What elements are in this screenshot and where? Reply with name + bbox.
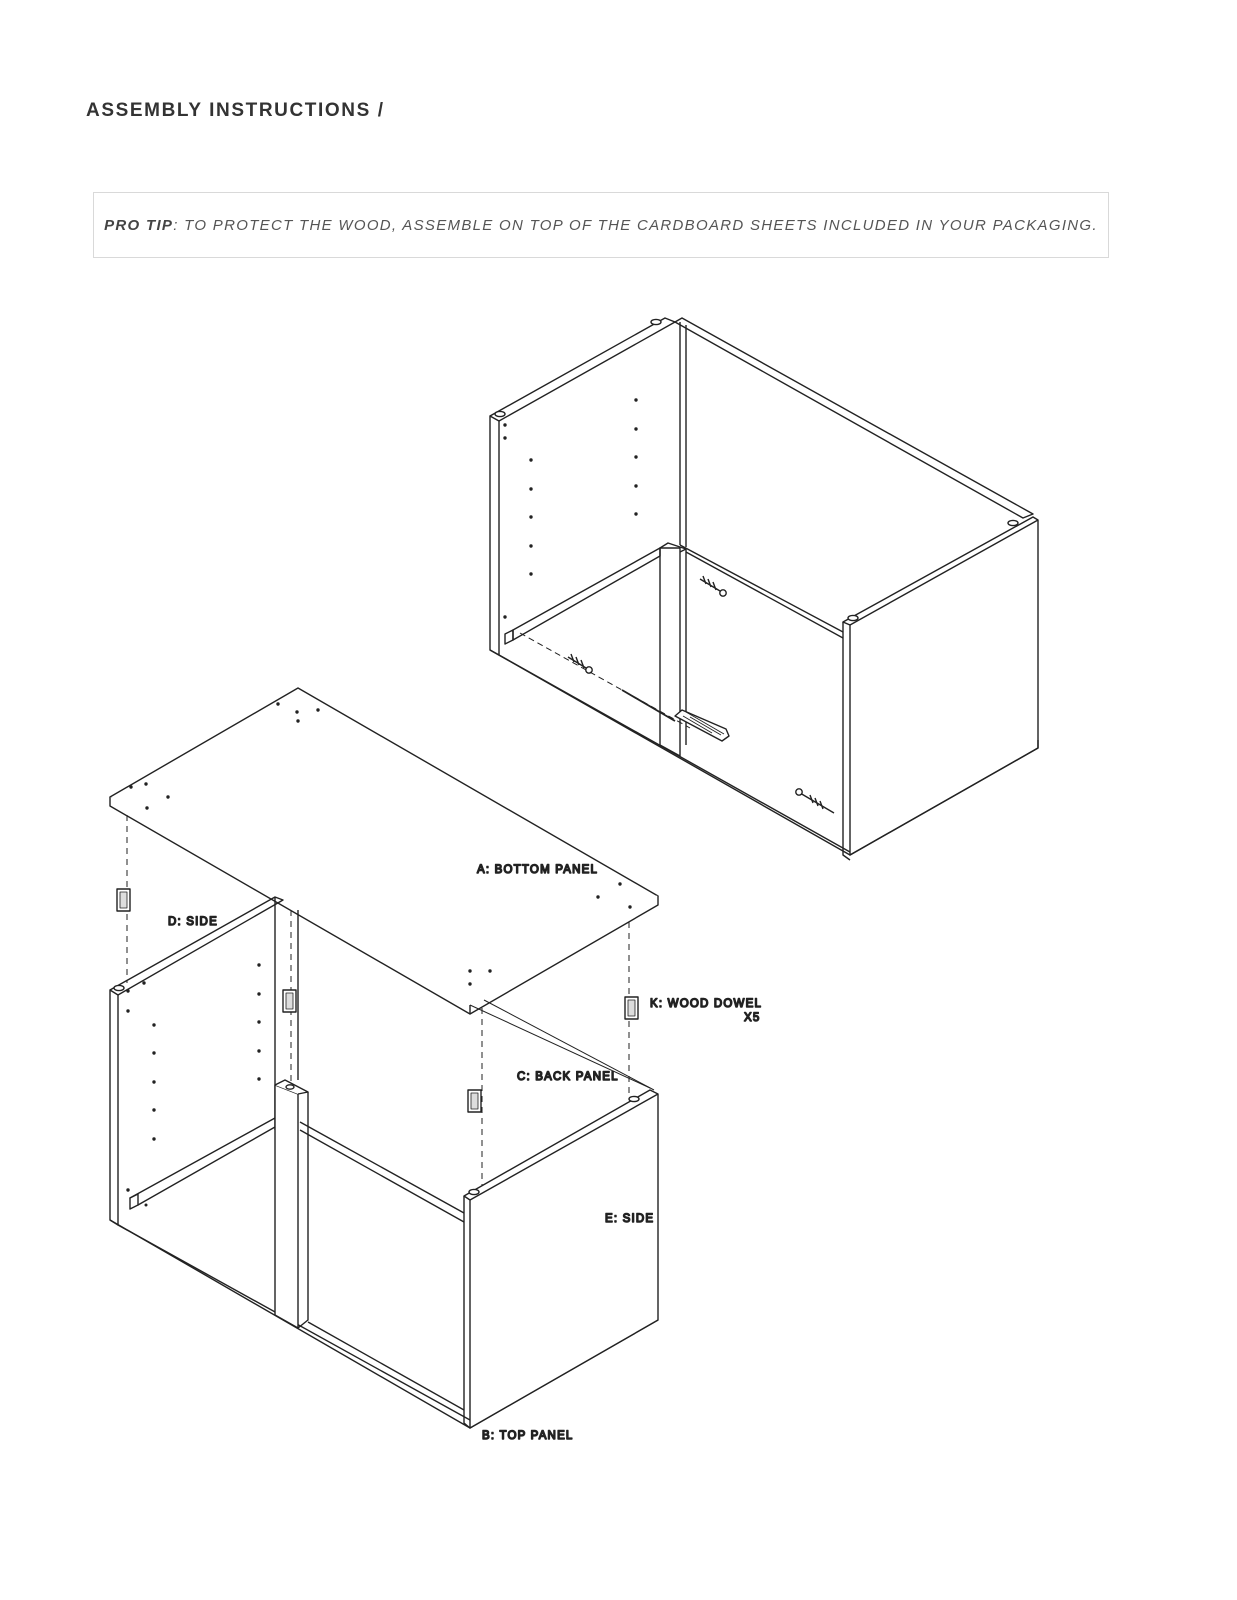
label-side-e: E: SIDE <box>605 1213 655 1225</box>
label-wood-dowel-qty: X5 <box>744 1012 761 1024</box>
wood-dowel-icon <box>468 1090 481 1112</box>
label-wood-dowel: K: WOOD DOWEL <box>650 998 763 1010</box>
screw-icon <box>568 654 592 673</box>
assembled-cabinet-illustration <box>490 318 1038 860</box>
wood-dowel-icon <box>625 997 638 1019</box>
pro-tip-label: PRO TIP <box>104 216 174 234</box>
pro-tip-text: : TO PROTECT THE WOOD, ASSEMBLE ON TOP OF THE CARDBOARD SHEETS INCLUDED IN YOUR PACKAGING. <box>173 216 1098 234</box>
label-top-panel: B: TOP PANEL <box>482 1430 574 1442</box>
wood-dowel-icon <box>117 889 130 911</box>
page-title: ASSEMBLY INSTRUCTIONS / <box>86 100 385 121</box>
screw-icon <box>796 789 834 813</box>
exploded-cabinet-illustration <box>110 688 658 1428</box>
wood-dowel-icon <box>283 990 296 1012</box>
label-side-d: D: SIDE <box>168 916 218 928</box>
screw-icon <box>700 576 726 596</box>
label-back-panel: C: BACK PANEL <box>517 1071 619 1083</box>
label-bottom-panel: A: BOTTOM PANEL <box>477 864 599 876</box>
